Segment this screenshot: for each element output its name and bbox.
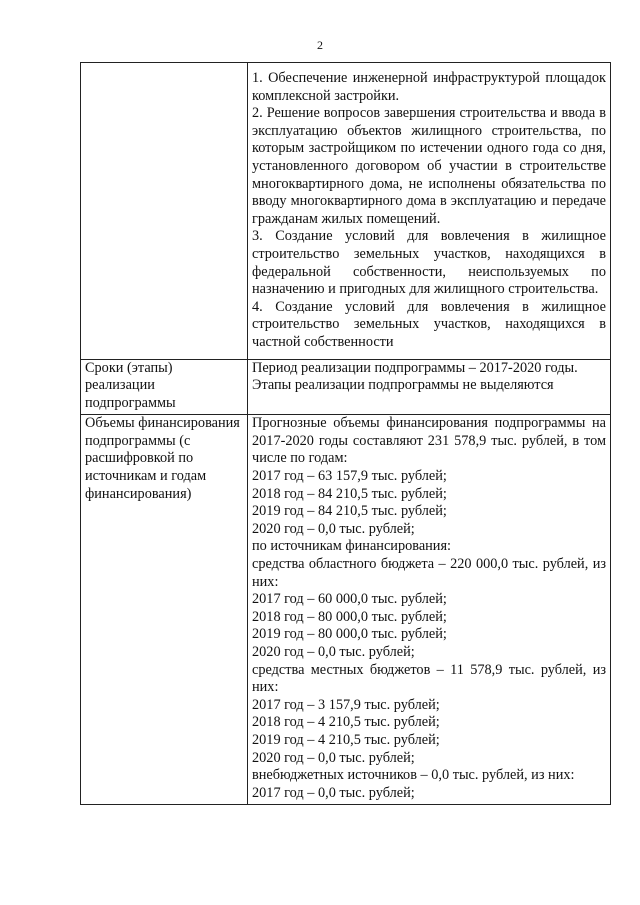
page-number: 2 [317,38,323,52]
fin-line: Прогнозные объемы финансирования подпрограммы на 2017-2020 годы составляют 231 578,9 тыс. рублей, в том числе по годам: [252,415,606,467]
fin-line: 2017 год – 0,0 тыс. рублей; [252,784,415,801]
fin-line: 2020 год – 0,0 тыс. рублей; [252,644,415,660]
task-item-1: 1. Обеспечение инженерной инфраструктурой площадок комплексной застройки. [252,70,606,104]
fin-line: 2018 год – 80 000,0 тыс. рублей; [252,608,447,625]
table-row-tasks [81,63,611,360]
row-value-financing [248,415,611,805]
fin-line: 2017 год – 3 157,9 тыс. рублей; [252,696,440,713]
terms-stages: Этапы реализации подпрограммы не выделяются [252,377,554,394]
task-item-4: 4. Создание условий для вовлечения в жилищное строительство земельных участков, находящихся в частной собственности [252,298,606,350]
row-value-tasks [248,63,611,360]
fin-line: 2019 год – 4 210,5 тыс. рублей; [252,731,440,748]
fin-line: 2018 год – 4 210,5 тыс. рублей; [252,714,440,731]
table-row-financing [81,415,611,805]
task-item-3: 3. Создание условий для вовлечения в жилищное строительство земельных участков, находящихся в федеральной собственности, неиспользуемых по назначению и пригодных для жилищного строительства. [252,228,606,298]
fin-line: средства местных бюджетов – 11 578,9 тыс. рублей, из них: [252,661,606,696]
fin-line: 2019 год – 84 210,5 тыс. рублей; [252,503,447,520]
fin-line: средства областного бюджета – 220 000,0 тыс. рублей, из них: [252,556,606,590]
fin-line: 2017 год – 63 157,9 тыс. рублей; [252,468,447,485]
fin-line: по источникам финансирования: [252,538,452,555]
row-label-financing: Объемы финансирования подпрограммы (с расшифровкой по источникам и годам финансирования) [81,415,248,805]
fin-line: 2019 год – 80 000,0 тыс. рублей; [252,626,447,643]
task-item-2: 2. Решение вопросов завершения строительства и ввода в эксплуатацию объектов жилищного строительства, по которым застройщиком по истечении одного года со дня, установленного договором об участии в строительстве многоквартирного дома, не исполнены обязательства по вводу многоквартирного дома в эксплуатацию и передаче гражданам жилых помещений. [252,105,606,227]
subprogram-passport-table [80,62,611,805]
table-row-terms [81,359,611,415]
row-label-terms: Сроки (этапы) реализации подпрограммы [81,359,248,415]
fin-line: 2020 год – 0,0 тыс. рублей; [252,749,415,766]
row-value-terms [248,359,611,415]
row-label [81,63,248,360]
fin-line: 2018 год – 84 210,5 тыс. рублей; [252,485,447,502]
terms-period: Период реализации подпрограммы – 2017-2020 годы. [252,359,578,376]
fin-line: внебюджетных источников – 0,0 тыс. рублей, из них: [252,767,575,784]
fin-line: 2017 год – 60 000,0 тыс. рублей; [252,591,447,608]
fin-line: 2020 год – 0,0 тыс. рублей; [252,520,415,537]
